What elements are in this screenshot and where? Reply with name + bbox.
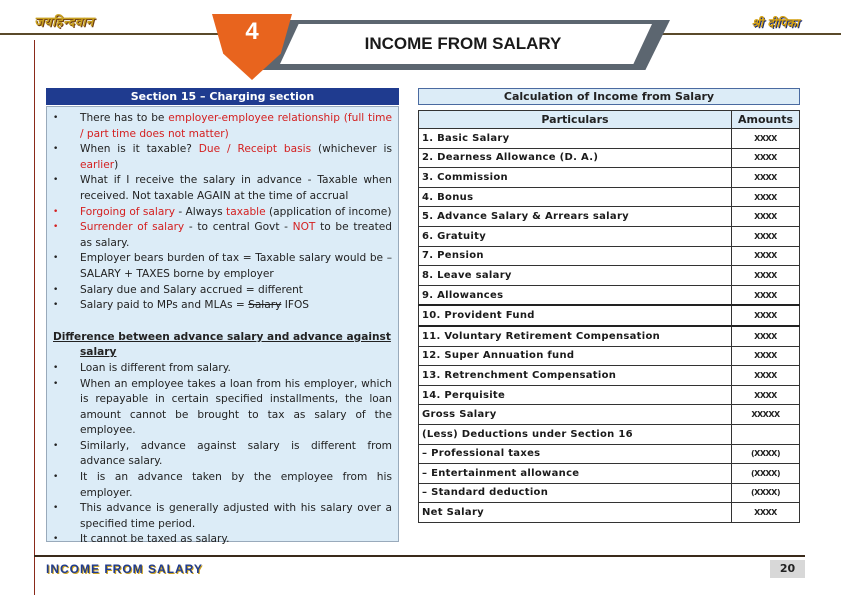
table-row (419, 246, 800, 266)
amount-cell: XXXX (732, 129, 800, 149)
salary-calculation-table (418, 110, 800, 523)
table-row (419, 366, 800, 386)
charging-section-box (46, 106, 399, 546)
difference-points-list (47, 361, 398, 548)
table-row (419, 424, 800, 444)
particular-cell: – Standard deduction (419, 483, 732, 503)
amount-cell: XXXX (732, 385, 800, 405)
table-row (419, 129, 800, 149)
footer-title: INCOME FROM SALARY (46, 562, 203, 576)
logo-right: श्री दीपिका (751, 16, 799, 30)
table-header-row (419, 111, 800, 129)
list-item: • This advance is generally adjusted with his salary over a specified time period. (53, 501, 392, 532)
chapter-title: INCOME FROM SALARY (364, 34, 562, 53)
amount-cell: XXXX (732, 266, 800, 286)
table-row (419, 464, 800, 484)
table-row (419, 305, 800, 326)
list-item: • What if I receive the salary in advance - Taxable when received. Not taxable AGAIN at the time of accrual (53, 173, 392, 204)
list-item: • Surrender of salary - to central Govt - NOT to be treated as salary. (53, 220, 392, 251)
section-heading: Section 15 – Charging section (46, 88, 399, 105)
footer-rule (34, 555, 805, 557)
amount-cell: XXXX (732, 187, 800, 207)
particular-cell: (Less) Deductions under Section 16 (419, 424, 732, 444)
particular-cell: 1. Basic Salary (419, 129, 732, 149)
particular-cell: – Entertainment allowance (419, 464, 732, 484)
amount-cell: XXXX (732, 207, 800, 227)
amount-cell: (XXXX) (732, 483, 800, 503)
table-row (419, 483, 800, 503)
table-row (419, 326, 800, 346)
list-item: • It cannot be taxed as salary. (53, 532, 392, 548)
page-number: 20 (770, 560, 805, 578)
particular-cell: 12. Super Annuation fund (419, 346, 732, 366)
particular-cell: Gross Salary (419, 405, 732, 425)
particular-cell: 9. Allowances (419, 285, 732, 305)
particular-cell: 4. Bonus (419, 187, 732, 207)
list-item: • When an employee takes a loan from his employer, which is repayable in certain specified installments, the loan amount cannot be brought to tax as salary of the employee. (53, 377, 392, 439)
particular-cell: 14. Perquisite (419, 385, 732, 405)
calculation-heading: Calculation of Income from Salary (418, 88, 800, 105)
particular-cell: 7. Pension (419, 246, 732, 266)
amount-cell: XXXX (732, 346, 800, 366)
amount-cell: XXXX (732, 326, 800, 346)
amount-cell: XXXX (732, 503, 800, 523)
amount-cell (732, 424, 800, 444)
particular-cell: 10. Provident Fund (419, 305, 732, 326)
table-row (419, 207, 800, 227)
amount-cell: XXXX (732, 226, 800, 246)
amount-cell: XXXX (732, 285, 800, 305)
table-row (419, 187, 800, 207)
particular-cell: 6. Gratuity (419, 226, 732, 246)
table-row (419, 285, 800, 305)
table-row (419, 385, 800, 405)
list-item: • Employer bears burden of tax = Taxable salary would be – SALARY + TAXES borne by employer (53, 251, 392, 282)
particular-cell: 11. Voluntary Retirement Compensation (419, 326, 732, 346)
charging-points-list (47, 111, 398, 314)
particulars-header: Particulars (419, 111, 732, 129)
list-item: • Salary paid to MPs and MLAs = Salary IFOS (53, 298, 392, 314)
table-row (419, 405, 800, 425)
amount-cell: XXXXX (732, 405, 800, 425)
list-item: • Forgoing of salary - Always taxable (application of income) (53, 205, 392, 221)
table-row (419, 346, 800, 366)
amount-cell: (XXXX) (732, 444, 800, 464)
table-row (419, 266, 800, 286)
particular-cell: Net Salary (419, 503, 732, 523)
list-item: • When is it taxable? Due / Receipt basis (whichever is earlier) (53, 142, 392, 173)
particular-cell: 5. Advance Salary & Arrears salary (419, 207, 732, 227)
list-item: • Salary due and Salary accrued = different (53, 283, 392, 299)
amount-cell: XXXX (732, 305, 800, 326)
amount-cell: XXXX (732, 168, 800, 188)
logo-left: जयहिन्दवान (34, 15, 94, 30)
list-item: • Similarly, advance against salary is different from advance salary. (53, 439, 392, 470)
table-row (419, 168, 800, 188)
list-item: • Loan is different from salary. (53, 361, 392, 377)
particular-cell: 2. Dearness Allowance (D. A.) (419, 148, 732, 168)
particular-cell: 13. Retrenchment Compensation (419, 366, 732, 386)
particular-cell: – Professional taxes (419, 444, 732, 464)
list-item: • There has to be employer-employee relationship (full time / part time does not matter) (53, 111, 392, 142)
difference-heading: Difference between advance salary and advance against salary (53, 330, 391, 359)
particular-cell: 8. Leave salary (419, 266, 732, 286)
amounts-header: Amounts (732, 111, 800, 129)
table-row (419, 503, 800, 523)
amount-cell: XXXX (732, 246, 800, 266)
chapter-number: 4 (245, 18, 259, 45)
amount-cell: XXXX (732, 366, 800, 386)
amount-cell: XXXX (732, 148, 800, 168)
table-row (419, 226, 800, 246)
table-row (419, 444, 800, 464)
margin-line (34, 40, 35, 595)
amount-cell: (XXXX) (732, 464, 800, 484)
particular-cell: 3. Commission (419, 168, 732, 188)
table-row (419, 148, 800, 168)
list-item: • It is an advance taken by the employee from his employer. (53, 470, 392, 501)
